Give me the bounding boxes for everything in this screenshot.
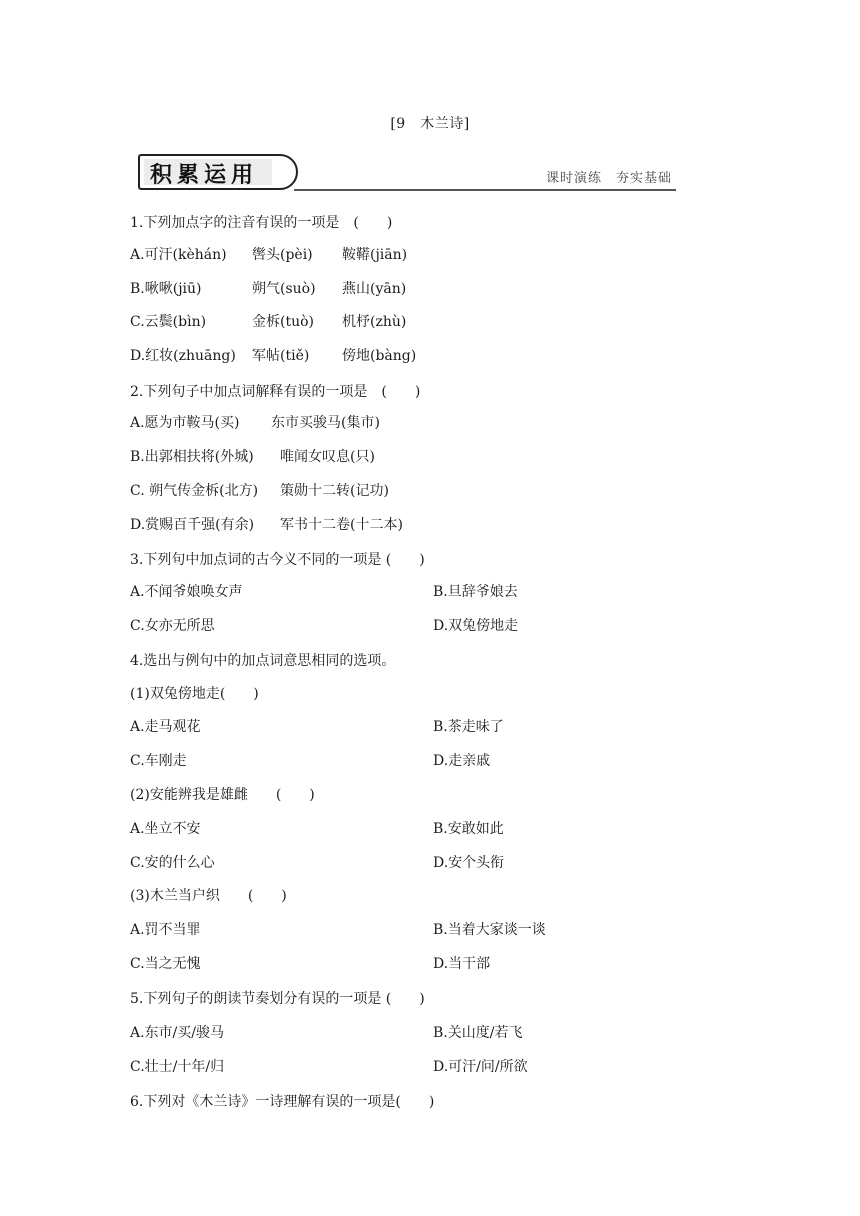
q4-3-option-c: C.当之无愧 xyxy=(130,956,201,972)
q2-option-a-2: 东市买骏马(集市) xyxy=(271,415,380,431)
q1-option-b-3: 燕山(yān) xyxy=(342,281,407,297)
q1-option-c-3: 机杼(zhù) xyxy=(342,314,407,330)
q5-option-c: C.壮士/十年/归 xyxy=(130,1059,225,1075)
section-label-box xyxy=(138,154,298,190)
q4-2-option-row xyxy=(130,818,630,840)
q2-option-b-1: B.出郭相扶将(外城) xyxy=(130,449,254,465)
q1-option-d-2: 军帖(tiě) xyxy=(252,348,310,364)
q4-1-option-a: A.走马观花 xyxy=(130,719,201,735)
q5-option-b: B.关山度/若飞 xyxy=(433,1025,523,1041)
q5-stem: 5.下列句子的朗读节奏划分有误的一项是 ( ) xyxy=(130,991,425,1007)
q4-1-option-d: D.走亲戚 xyxy=(433,753,491,769)
q4-1-stem: (1)双兔傍地走( ) xyxy=(130,686,259,702)
q2-option-b-2: 唯闻女叹息(只) xyxy=(280,449,375,465)
q5-option-row xyxy=(130,1022,630,1044)
q2-option-row xyxy=(130,412,530,434)
q1-option-a-3: 鞍鞯(jiān) xyxy=(342,247,408,263)
q1-option-b-1: B.啾啾(jiū) xyxy=(130,281,202,297)
q3-option-row xyxy=(130,615,630,637)
q6-stem: 6.下列对《木兰诗》一诗理解有误的一项是( ) xyxy=(130,1094,435,1110)
q3-stem: 3.下列句中加点词的古今义不同的一项是 ( ) xyxy=(130,552,425,568)
q2-option-row xyxy=(130,514,530,536)
q2-option-d-2: 军书十二卷(十二本) xyxy=(280,517,403,533)
q4-2-option-a: A.坐立不安 xyxy=(130,821,201,837)
q4-stem: 4.选出与例句中的加点词意思相同的选项。 xyxy=(130,653,396,669)
q1-option-row xyxy=(130,278,530,300)
q3-option-c: C.女亦无所思 xyxy=(130,618,215,634)
q1-option-b-2: 朔气(suò) xyxy=(252,281,316,297)
q5-option-d: D.可汗/问/所欲 xyxy=(433,1059,528,1075)
q1-option-c-1: C.云鬓(bìn) xyxy=(130,314,207,330)
q5-option-a: A.东市/买/骏马 xyxy=(130,1025,224,1041)
q4-1-option-c: C.车刚走 xyxy=(130,753,187,769)
q5-option-row xyxy=(130,1056,630,1078)
q4-2-option-b: B.安敢如此 xyxy=(433,821,504,837)
q2-option-row xyxy=(130,480,530,502)
q1-option-row xyxy=(130,345,530,367)
q2-option-a-1: A.愿为市鞍马(买) xyxy=(130,415,240,431)
q2-option-c-1: C. 朔气传金柝(北方) xyxy=(130,483,259,499)
q4-3-stem: (3)木兰当户织 ( ) xyxy=(130,888,287,904)
q4-1-option-row xyxy=(130,716,630,738)
q1-stem: 1.下列加点字的注音有误的一项是 ( ) xyxy=(130,215,393,231)
q2-option-d-1: D.赏赐百千强(有余) xyxy=(130,517,255,533)
q1-option-row xyxy=(130,311,530,333)
q4-2-option-d: D.安个头衔 xyxy=(433,855,505,871)
q1-option-d-3: 傍地(bàng) xyxy=(342,348,417,364)
section-subtitle: 课时演练 夯实基础 xyxy=(545,171,672,186)
q2-stem: 2.下列句子中加点词解释有误的一项是 ( ) xyxy=(130,384,421,400)
q1-option-row xyxy=(130,244,530,266)
q4-3-option-row xyxy=(130,919,630,941)
page-title: [9 木兰诗] xyxy=(390,116,470,132)
q4-3-option-row xyxy=(130,953,630,975)
q1-option-a-2: 辔头(pèi) xyxy=(252,247,313,263)
section-banner xyxy=(138,154,678,192)
q4-1-option-b: B.茶走味了 xyxy=(433,719,504,735)
section-label: 积累运用 xyxy=(150,163,259,188)
q2-option-row xyxy=(130,446,530,468)
q3-option-row xyxy=(130,581,630,603)
q2-option-c-2: 策勋十二转(记功) xyxy=(280,483,389,499)
q4-2-option-c: C.安的什么心 xyxy=(130,855,215,871)
q1-option-a-1: A.可汗(kèhán) xyxy=(130,247,227,263)
q1-option-c-2: 金柝(tuò) xyxy=(252,314,314,330)
q4-3-option-b: B.当着大家谈一谈 xyxy=(433,922,546,938)
q3-option-b: B.旦辞爷娘去 xyxy=(433,584,518,600)
q1-option-d-1: D.红妆(zhuāng) xyxy=(130,348,236,364)
q4-2-stem: (2)安能辨我是雄雌 ( ) xyxy=(130,787,315,803)
q3-option-d: D.双兔傍地走 xyxy=(433,618,519,634)
q4-3-option-d: D.当干部 xyxy=(433,956,491,972)
q4-2-option-row xyxy=(130,852,630,874)
section-divider xyxy=(294,189,676,191)
q4-3-option-a: A.罚不当罪 xyxy=(130,922,201,938)
q3-option-a: A.不闻爷娘唤女声 xyxy=(130,584,243,600)
q4-1-option-row xyxy=(130,750,630,772)
